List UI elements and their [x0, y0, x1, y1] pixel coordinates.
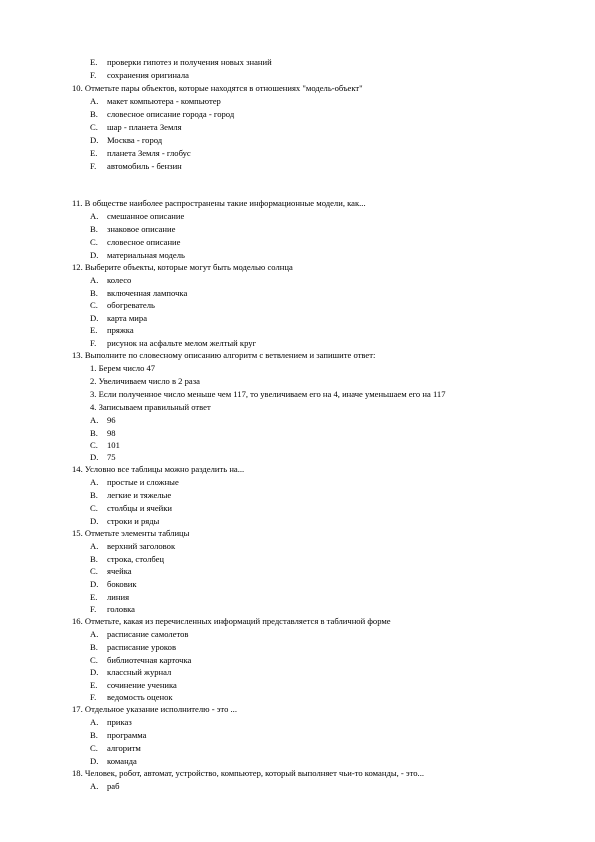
option-letter: E. — [90, 57, 98, 67]
option-text: автомобиль - бензин — [107, 161, 182, 171]
option-text: макет компьютера - компьютер — [107, 96, 221, 106]
question-16: 16. Отметьте, какая из перечисленных информаций представляется в табличной форме — [72, 616, 391, 626]
option-text: 98 — [107, 428, 116, 438]
option-letter: A. — [90, 211, 99, 221]
option-letter: E. — [90, 325, 98, 335]
option-text: смешанное описание — [107, 211, 185, 221]
option-text: команда — [107, 756, 137, 766]
option-text: проверки гипотез и получения новых знаний — [107, 57, 272, 67]
option-letter: F. — [90, 161, 97, 171]
question-17: 17. Отдельное указание исполнителю - это ... — [72, 704, 237, 714]
option-text: расписание уроков — [107, 642, 177, 652]
question-12: 12. Выберите объекты, которые могут быть моделью солнца — [72, 262, 293, 272]
option-text: 75 — [107, 452, 116, 462]
option-letter: A. — [90, 477, 99, 487]
option-text: классный журнал — [107, 667, 172, 677]
option-letter: B. — [90, 730, 98, 740]
question-13: 13. Выполните по словесному описанию алгоритм с ветвлением и запишите ответ: — [72, 350, 376, 360]
question-10: 10. Отметьте пары объектов, которые находятся в отношениях "модель-объект" — [72, 83, 363, 93]
option-letter: B. — [90, 428, 98, 438]
option-letter: C. — [90, 743, 98, 753]
option-text: ведомость оценок — [107, 692, 173, 702]
option-letter: B. — [90, 288, 98, 298]
question-15: 15. Отметьте элементы таблицы — [72, 528, 190, 538]
option-text: строки и ряды — [107, 516, 160, 526]
question-11: 11. В обществе наиболее распространены такие информационные модели, как... — [72, 198, 366, 208]
option-letter: A. — [90, 781, 99, 791]
option-letter: B. — [90, 490, 98, 500]
option-text: алгоритм — [107, 743, 141, 753]
algorithm-step: 1. Берем число 47 — [90, 363, 156, 373]
option-text: легкие и тяжелые — [107, 490, 172, 500]
option-text: словесное описание города - город — [107, 109, 235, 119]
option-text: обогреватель — [107, 300, 155, 310]
option-letter: D. — [90, 313, 99, 323]
option-letter: C. — [90, 300, 98, 310]
option-text: рисунок на асфальте мелом желтый круг — [107, 338, 257, 348]
algorithm-step: 3. Если полученное число меньше чем 117, то увеличиваем его на 4, иначе уменьшаем его на 117 — [90, 389, 446, 399]
option-text: планета Земля - глобус — [107, 148, 191, 158]
option-text: колесо — [107, 275, 132, 285]
option-letter: E. — [90, 148, 98, 158]
option-letter: B. — [90, 224, 98, 234]
option-text: материальная модель — [107, 250, 185, 260]
option-text: строка, столбец — [107, 554, 165, 564]
option-text: столбцы и ячейки — [107, 503, 173, 513]
option-letter: A. — [90, 275, 99, 285]
option-letter: D. — [90, 250, 99, 260]
option-letter: B. — [90, 109, 98, 119]
option-text: верхний заголовок — [107, 541, 176, 551]
option-letter: F. — [90, 338, 97, 348]
algorithm-step: 2. Увеличиваем число в 2 раза — [90, 376, 200, 386]
option-text: знаковое описание — [107, 224, 176, 234]
option-letter: B. — [90, 642, 98, 652]
option-text: линия — [107, 592, 130, 602]
algorithm-step: 4. Записываем правильный ответ — [90, 402, 211, 412]
option-letter: C. — [90, 655, 98, 665]
option-text: программа — [107, 730, 147, 740]
option-letter: D. — [90, 756, 99, 766]
option-letter: D. — [90, 667, 99, 677]
option-letter: B. — [90, 554, 98, 564]
option-letter: A. — [90, 717, 99, 727]
option-letter: C. — [90, 566, 98, 576]
option-letter: A. — [90, 629, 99, 639]
option-text: сохранения оригинала — [107, 70, 189, 80]
option-text: ячейка — [107, 566, 132, 576]
option-text: головка — [107, 604, 135, 614]
option-text: сочинение ученика — [107, 680, 177, 690]
option-text: словесное описание — [107, 237, 181, 247]
option-letter: E. — [90, 592, 98, 602]
option-text: Москва - город — [107, 135, 163, 145]
option-letter: C. — [90, 440, 98, 450]
option-letter: D. — [90, 516, 99, 526]
option-letter: A. — [90, 96, 99, 106]
option-letter: F. — [90, 604, 97, 614]
option-text: раб — [107, 781, 120, 791]
option-letter: F. — [90, 692, 97, 702]
option-text: 96 — [107, 415, 116, 425]
option-text: приказ — [107, 717, 132, 727]
option-letter: E. — [90, 680, 98, 690]
option-text: боковик — [107, 579, 137, 589]
option-letter: C. — [90, 503, 98, 513]
option-text: пряжка — [107, 325, 134, 335]
option-letter: F. — [90, 70, 97, 80]
option-text: включенная лампочка — [107, 288, 188, 298]
question-14: 14. Условно все таблицы можно разделить на... — [72, 464, 245, 474]
option-text: карта мира — [107, 313, 148, 323]
question-18: 18. Человек, робот, автомат, устройство, компьютер, который выполняет чьи-то команды, - это... — [72, 768, 424, 778]
option-letter: D. — [90, 135, 99, 145]
option-text: шар - планета Земля — [107, 122, 182, 132]
option-text: 101 — [107, 440, 120, 450]
option-letter: D. — [90, 452, 99, 462]
option-letter: D. — [90, 579, 99, 589]
option-letter: C. — [90, 122, 98, 132]
option-letter: C. — [90, 237, 98, 247]
option-text: библиотечная карточка — [107, 655, 192, 665]
option-letter: A. — [90, 541, 99, 551]
option-text: простые и сложные — [107, 477, 179, 487]
option-letter: A. — [90, 415, 99, 425]
option-text: расписание самолетов — [107, 629, 189, 639]
